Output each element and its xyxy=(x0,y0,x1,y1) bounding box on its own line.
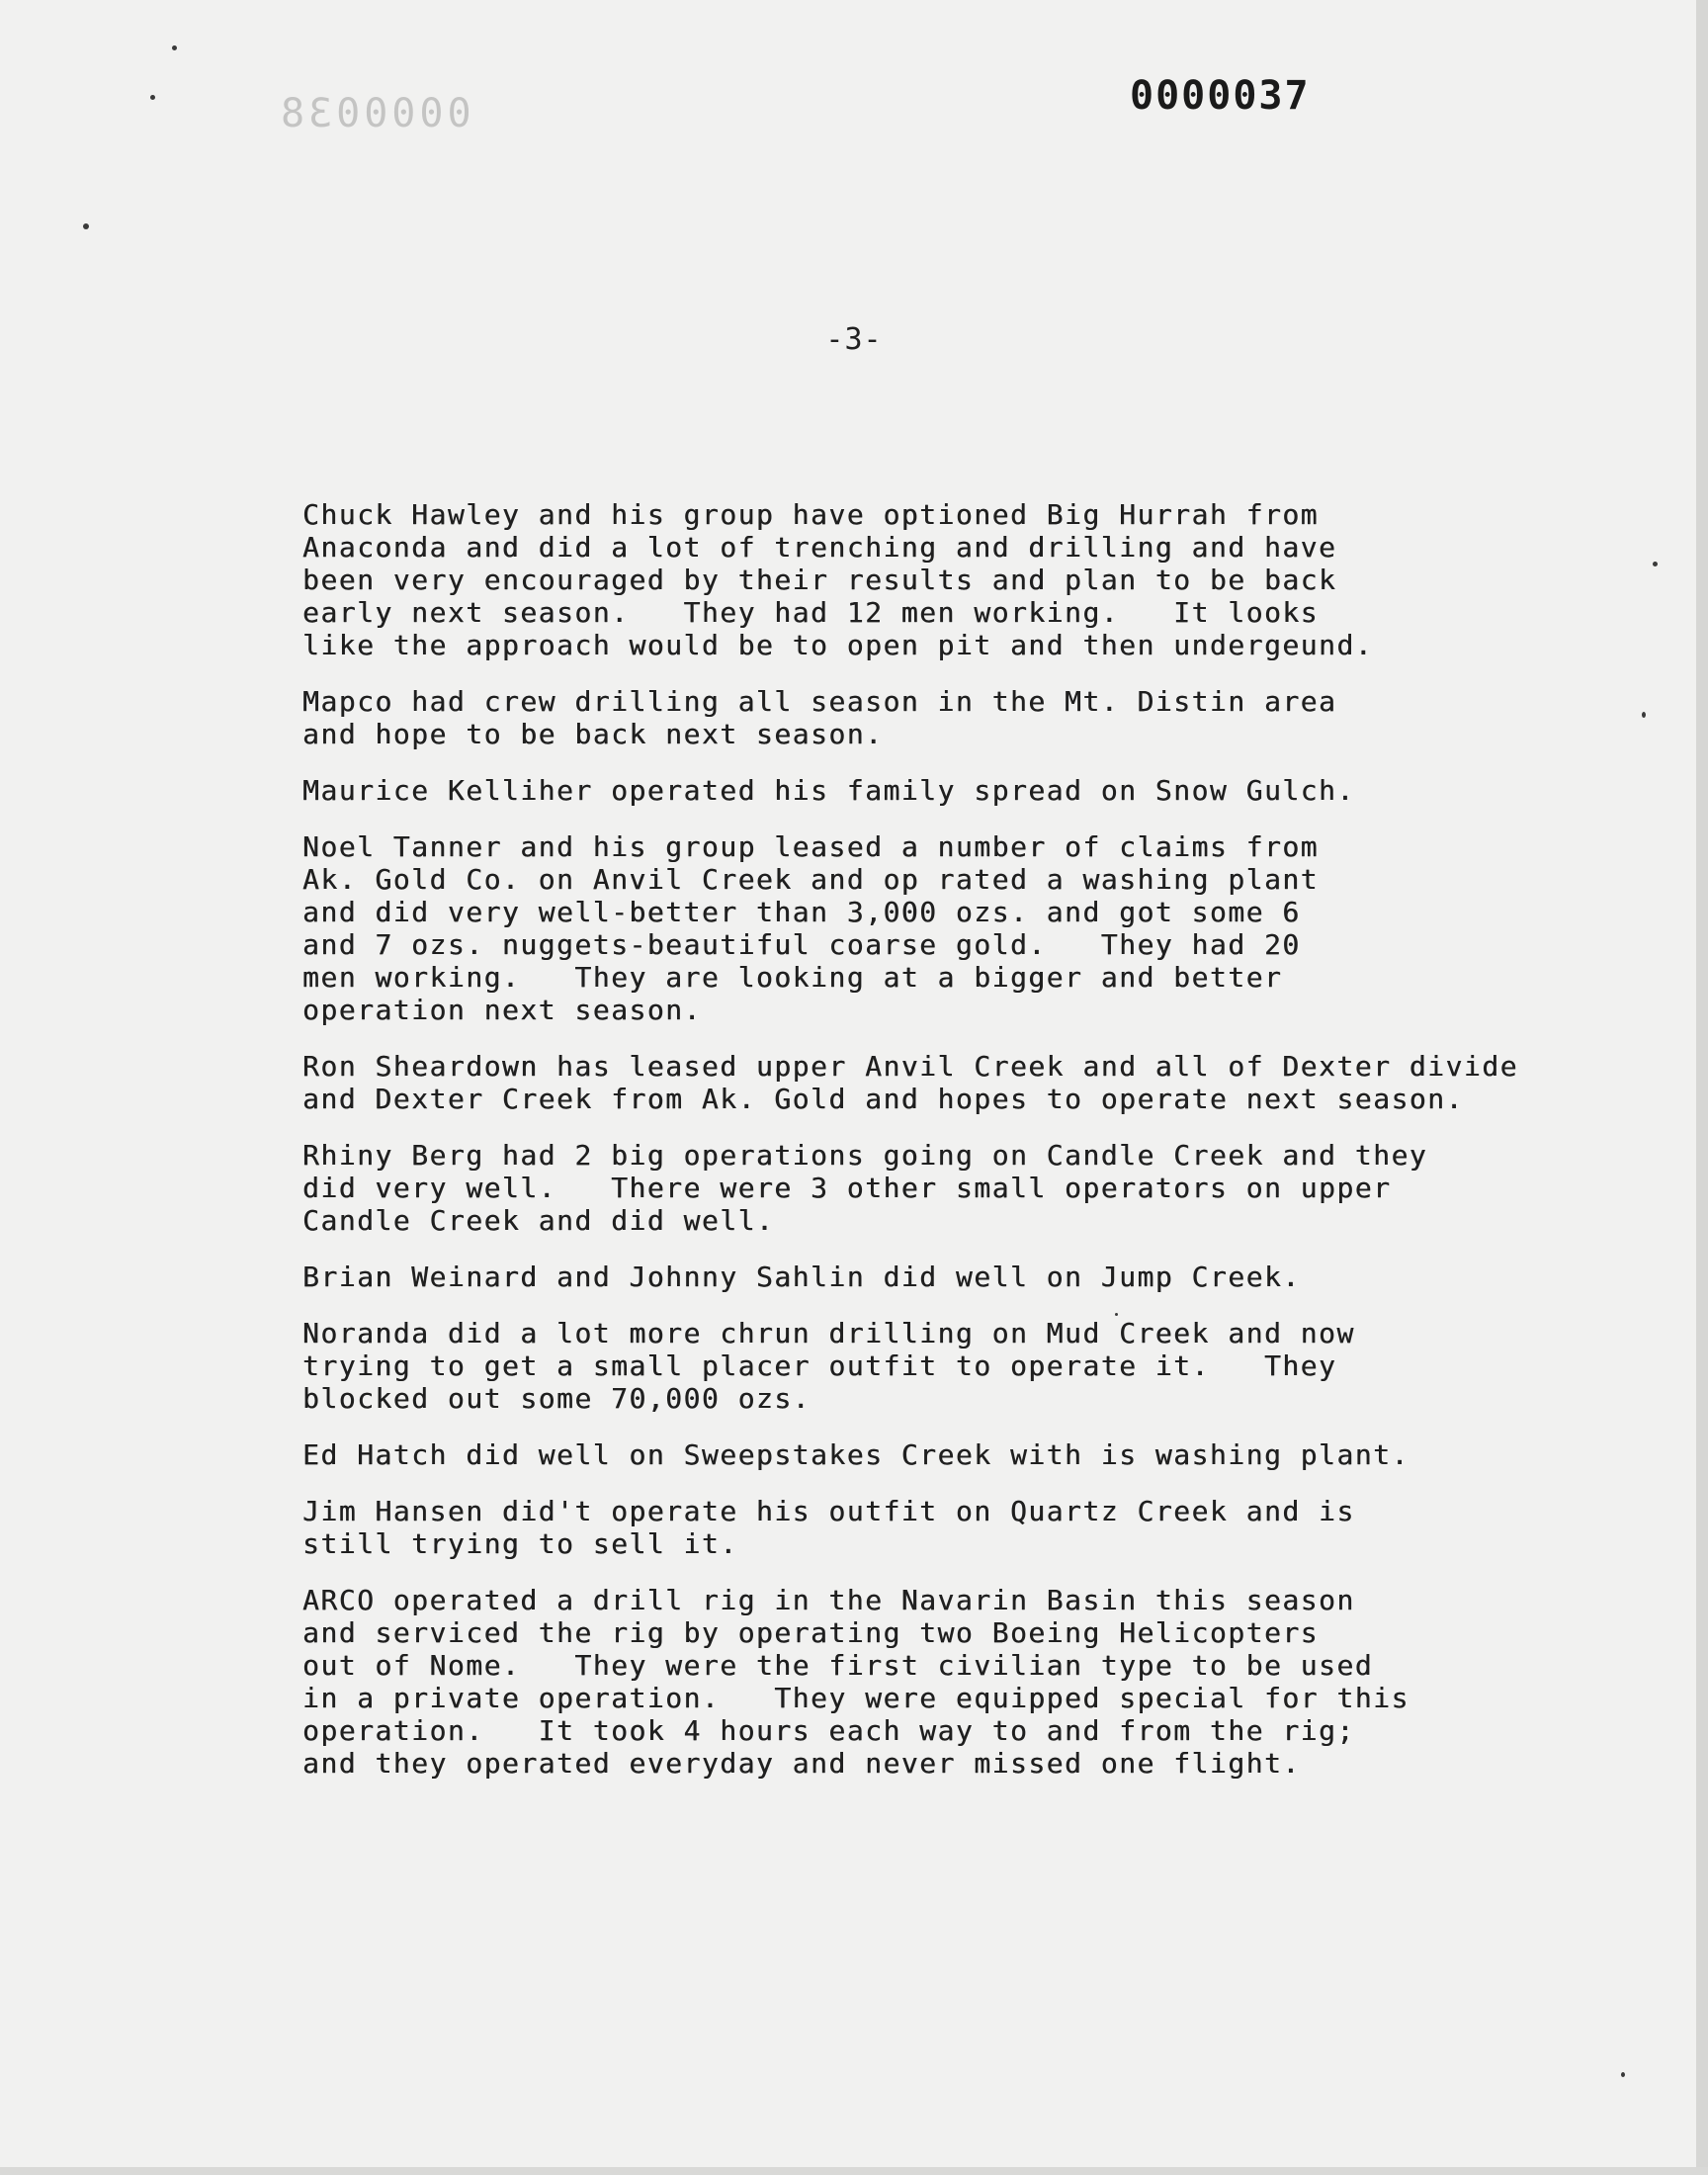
text-line: operation. It took 4 hours each way to and from the rig; xyxy=(302,1714,1355,1747)
text-line: did very well. There were 3 other small operators on upper xyxy=(302,1172,1392,1204)
text-line: Jim Hansen did't operate his outfit on Quartz Creek and is xyxy=(302,1495,1355,1527)
document-body xyxy=(302,498,1647,1803)
bleed-through-document-number: 0000038 xyxy=(277,91,471,136)
text-line: Ed Hatch did well on Sweepstakes Creek with is washing plant. xyxy=(302,1438,1409,1471)
text-line: early next season. They had 12 men working. It looks xyxy=(302,596,1320,629)
text-line: Maurice Kelliher operated his family spread on Snow Gulch. xyxy=(302,774,1355,807)
text-line: and did very well-better than 3,000 ozs. and got some 6 xyxy=(302,896,1301,928)
scan-speck xyxy=(150,95,155,100)
text-line: been very encouraged by their results and plan to be back xyxy=(302,564,1337,596)
text-line: out of Nome. They were the first civilian type to be used xyxy=(302,1649,1374,1682)
document-number: 0000037 xyxy=(1130,73,1311,119)
page-number: -3- xyxy=(825,322,883,357)
paragraph xyxy=(302,498,1647,661)
scan-edge-bottom xyxy=(0,2167,1708,2175)
paragraph xyxy=(302,1317,1647,1415)
text-line: and Dexter Creek from Ak. Gold and hopes to operate next season. xyxy=(302,1083,1464,1115)
text-line: like the approach would be to open pit and then undergeund. xyxy=(302,629,1374,661)
text-line: men working. They are looking at a bigger and better xyxy=(302,961,1283,994)
paragraph xyxy=(302,1438,1647,1471)
text-line: Brian Weinard and Johnny Sahlin did well on Jump Creek. xyxy=(302,1261,1301,1293)
scan-speck xyxy=(1621,2072,1625,2077)
text-line: ARCO operated a drill rig in the Navarin Basin this season xyxy=(302,1584,1355,1616)
paragraph xyxy=(302,1261,1647,1293)
scan-speck xyxy=(172,45,177,50)
paragraph xyxy=(302,1050,1647,1115)
paragraph xyxy=(302,685,1647,750)
paragraph xyxy=(302,774,1647,807)
text-line: Chuck Hawley and his group have optioned Big Hurrah from xyxy=(302,498,1320,531)
text-line: Ak. Gold Co. on Anvil Creek and op rated a washing plant xyxy=(302,863,1320,896)
text-line: Ron Sheardown has leased upper Anvil Creek and all of Dexter divide xyxy=(302,1050,1518,1083)
paragraph xyxy=(302,830,1647,1026)
text-line: operation next season. xyxy=(302,994,702,1026)
text-line: in a private operation. They were equipped special for this xyxy=(302,1682,1409,1714)
scan-speck xyxy=(1642,712,1646,718)
text-line: Noranda did a lot more chrun drilling on Mud Creek and now xyxy=(302,1317,1355,1349)
text-line: and 7 ozs. nuggets-beautiful coarse gold. They had 20 xyxy=(302,928,1301,961)
text-line: Candle Creek and did well. xyxy=(302,1204,775,1237)
text-line: Noel Tanner and his group leased a number of claims from xyxy=(302,830,1320,863)
text-line: blocked out some 70,000 ozs. xyxy=(302,1382,811,1415)
scan-speck xyxy=(83,223,89,229)
text-line: Anaconda and did a lot of trenching and drilling and have xyxy=(302,531,1337,564)
text-line: and serviced the rig by operating two Boeing Helicopters xyxy=(302,1616,1320,1649)
text-line: and they operated everyday and never missed one flight. xyxy=(302,1747,1301,1780)
paragraph xyxy=(302,1139,1647,1237)
text-line: and hope to be back next season. xyxy=(302,718,884,750)
text-line: trying to get a small placer outfit to operate it. They xyxy=(302,1349,1337,1382)
scan-speck xyxy=(1653,562,1658,566)
scan-speck xyxy=(1115,1313,1118,1316)
paragraph xyxy=(302,1584,1647,1780)
paragraph xyxy=(302,1495,1647,1560)
text-line: Rhiny Berg had 2 big operations going on Candle Creek and they xyxy=(302,1139,1428,1172)
text-line: still trying to sell it. xyxy=(302,1527,738,1560)
text-line: Mapco had crew drilling all season in the Mt. Distin area xyxy=(302,685,1337,718)
